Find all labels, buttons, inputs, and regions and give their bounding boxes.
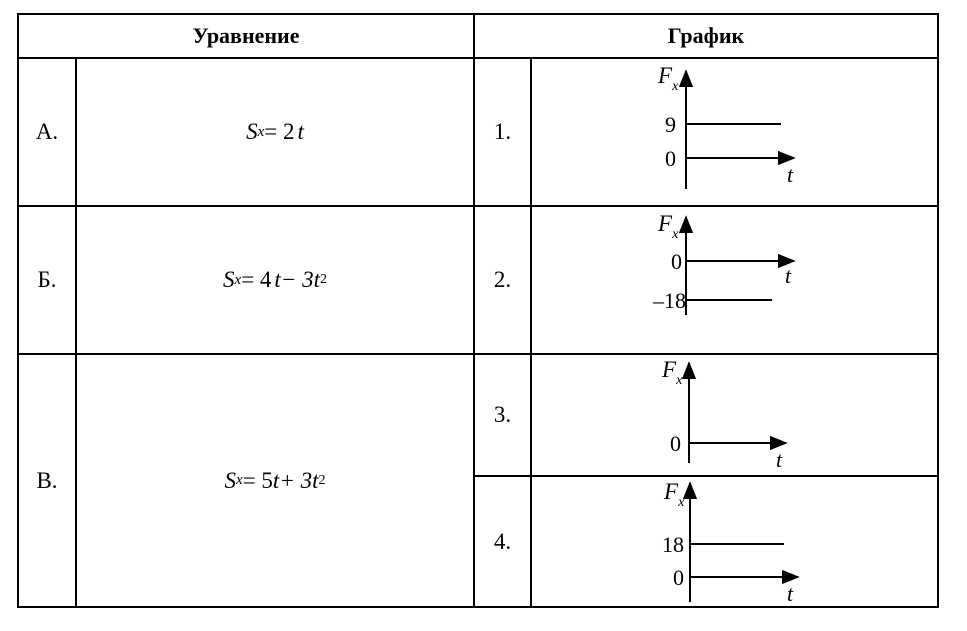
zero-label: 0 (665, 146, 676, 171)
eq-a-var: S (246, 119, 258, 144)
zero-label: 0 (670, 431, 681, 456)
table-border-right (937, 13, 939, 608)
equation-b (77, 207, 473, 353)
eq-v-rest: + 3t (279, 467, 319, 493)
eq-b-t: t (274, 267, 281, 292)
row-letter-b: Б. (37, 267, 57, 292)
y-axis-label: $F_x$ (658, 211, 679, 242)
level-label: 18 (662, 532, 684, 557)
level-label: –18 (653, 288, 686, 313)
eq-b-sub: x (234, 271, 242, 288)
eq-a-body: = 2 (264, 119, 295, 144)
eq-b-body: = 4 (241, 267, 272, 292)
y-axis-label: $F_x$ (662, 357, 683, 388)
table-border-bottom (17, 606, 939, 608)
eq-a-sub: x (257, 123, 265, 140)
graph-number-1: 1. (493, 119, 512, 144)
eq-b-rest: − 3t (280, 267, 320, 292)
graph-number-4: 4. (493, 528, 512, 554)
row-letter-v: В. (36, 467, 58, 493)
equation-v (77, 355, 473, 606)
eq-v-t: t (272, 467, 280, 493)
y-axis-label: $F_x$ (658, 63, 679, 94)
graph-4 (532, 477, 937, 606)
eq-b-var: S (223, 267, 235, 292)
equation-a (77, 59, 473, 205)
x-axis-label: t (787, 162, 794, 187)
x-axis-label: t (785, 263, 792, 288)
row-letter-a: А. (35, 119, 59, 144)
graph-number-3: 3. (493, 402, 512, 427)
graph-1 (532, 59, 937, 205)
graph-number-2: 2. (493, 267, 512, 292)
graph-3 (532, 355, 937, 475)
eq-a-t: t (297, 119, 304, 144)
zero-label: 0 (673, 565, 684, 590)
level-label: 9 (665, 112, 676, 137)
eq-v-sup: 2 (318, 472, 326, 488)
eq-v-body: = 5 (242, 467, 273, 493)
header-equation: Уравнение (192, 23, 300, 48)
eq-v-sub: x (236, 472, 243, 488)
graph-2 (532, 207, 937, 353)
header-graph: График (667, 23, 745, 48)
zero-label: 0 (671, 249, 682, 274)
eq-b-sup: 2 (319, 272, 327, 287)
x-axis-label: t (787, 581, 794, 606)
eq-v-var: S (224, 467, 237, 493)
x-axis-label: t (776, 447, 783, 472)
y-axis-label: $F_x$ (664, 479, 685, 510)
